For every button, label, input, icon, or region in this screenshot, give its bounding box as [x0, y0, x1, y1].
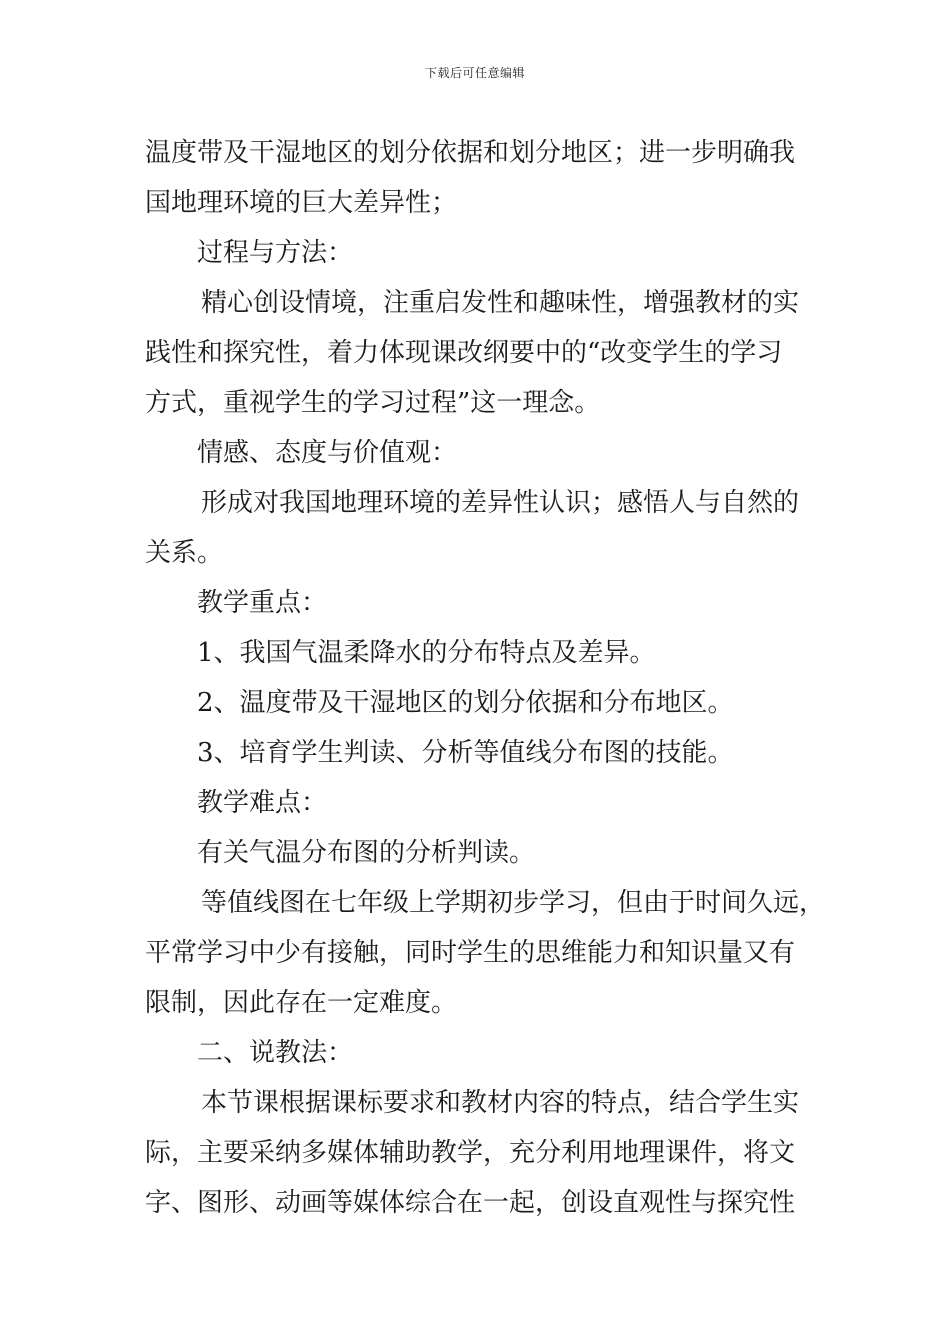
section-heading: 教学重点： [197, 588, 328, 618]
section-heading: 过程与方法： [197, 238, 354, 268]
list-item: 1、我国气温柔降水的分布特点及差异。 [197, 638, 656, 668]
document-body [145, 128, 826, 1228]
section-heading: 二、说教法： [197, 1038, 354, 1068]
text-line: 温度带及干湿地区的划分依据和划分地区；进一步明确我 [145, 138, 796, 168]
text-line: 字、图形、动画等媒体综合在一起，创设直观性与探究性 [145, 1188, 796, 1218]
paragraph-start: 本节课根据课标要求和教材内容的特点，结合学生实 [201, 1088, 800, 1118]
text-line: 国地理环境的巨大差异性； [145, 188, 458, 218]
text-line: 际，主要采纳多媒体辅助教学，充分利用地理课件，将文 [145, 1138, 796, 1168]
page-header: 下载后可任意编辑 [424, 66, 525, 80]
paragraph-start: 形成对我国地理环境的差异性认识；感悟人与自然的 [201, 488, 800, 518]
paragraph-start: 精心创设情境，注重启发性和趣味性，增强教材的实 [201, 288, 800, 318]
paragraph-start: 等值线图在七年级上学期初步学习，但由于时间久远， [201, 888, 826, 918]
text-line: 方式，重视学生的学习过程”这一理念。 [145, 388, 601, 418]
text-line: 关系。 [145, 538, 224, 568]
text-line: 有关气温分布图的分析判读。 [197, 838, 536, 868]
text-line: 践性和探究性，着力体现课改纲要中的“改变学生的学习 [145, 338, 783, 368]
list-item: 2、温度带及干湿地区的划分依据和分布地区。 [197, 688, 734, 718]
text-line: 平常学习中少有接触，同时学生的思维能力和知识量又有 [145, 938, 796, 968]
section-heading: 情感、态度与价值观： [197, 438, 458, 468]
section-heading: 教学难点： [197, 788, 328, 818]
list-item: 3、培育学生判读、分析等值线分布图的技能。 [197, 738, 734, 768]
text-line: 限制，因此存在一定难度。 [145, 988, 458, 1018]
